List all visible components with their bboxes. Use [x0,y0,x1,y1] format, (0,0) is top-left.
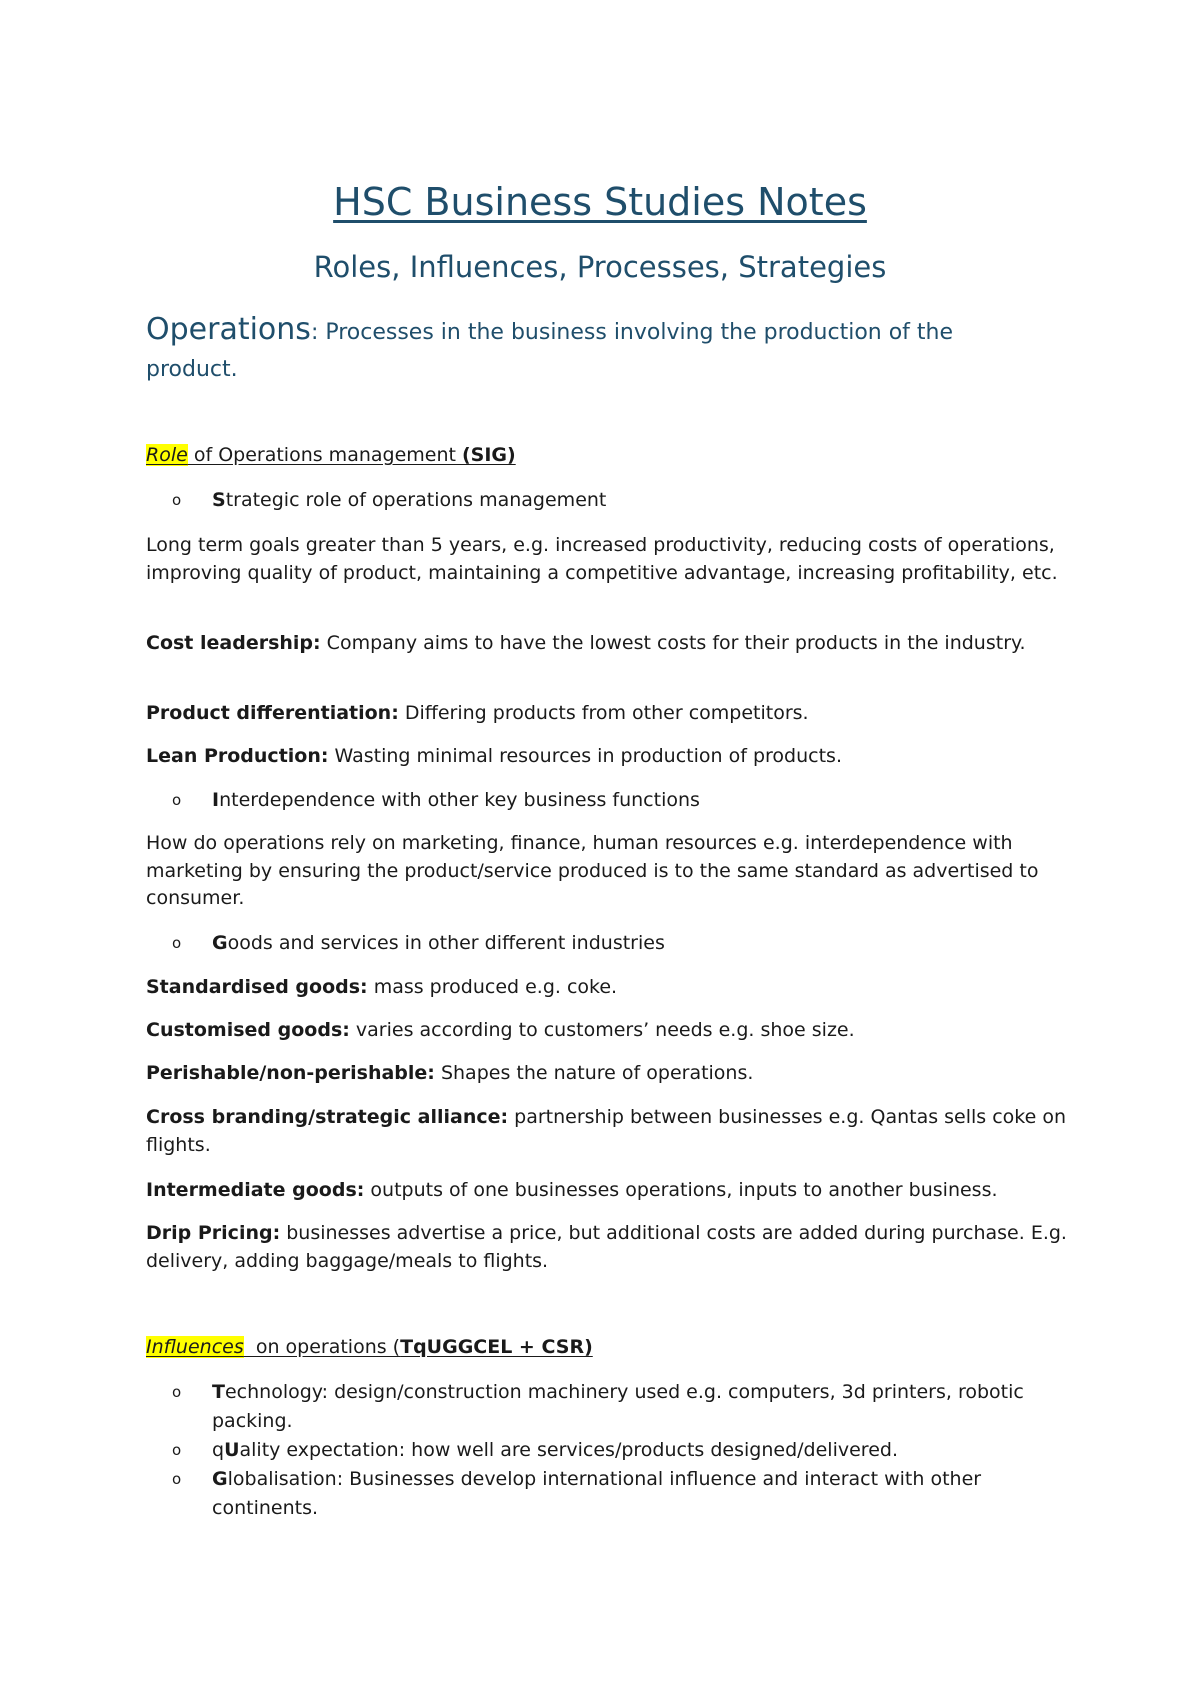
definition-drip-pricing [146,1220,1076,1275]
strategic-role-paragraph: Long term goals greater than 5 years, e.g. increased productivity, reducing costs of operations, improving quality of product, maintaining a competitive advantage, increasing profitability, etc. [146,534,1058,584]
bullet-initial: T [212,1381,225,1403]
operations-term: Operations [146,312,311,347]
definition-term: Cross branding/strategic alliance: [146,1106,509,1128]
operations-text: Processes in the business involving the production of the product. [146,320,954,382]
definition-customised-goods [146,1017,1076,1045]
definition-term: Drip Pricing: [146,1222,281,1244]
definition-intermediate-goods [146,1177,1076,1205]
operations-colon: : [310,320,319,345]
list-item-strategic-role [172,486,1052,515]
influences-heading-acronym: TqUGGCEL + CSR) [400,1336,593,1358]
bullet-initial: G [212,1468,228,1490]
list-item-globalisation [172,1465,1052,1523]
definition-cross-branding [146,1104,1076,1159]
bullet-marker: o [172,791,182,809]
page-subtitle: Roles, Influences, Processes, Strategies [313,250,887,284]
definition-term: Lean Production: [146,745,329,767]
bullet-text: nterdependence with other key business functions [219,789,700,811]
definition-text: outputs of one businesses operations, inputs to another business. [364,1179,998,1201]
bullet-initial: I [212,789,220,811]
bullet-initial: G [212,932,228,954]
bullet-text: trategic role of operations management [225,489,607,511]
bullet-text: lobalisation: Businesses develop international influence and interact with other continents. [212,1468,982,1519]
definition-lean-production [146,743,1076,771]
definition-term: Product differentiation: [146,702,399,724]
operations-definition [146,312,1046,389]
bullet-marker: o [172,934,182,952]
definition-term: Customised goods: [146,1019,350,1041]
definition-text: Shapes the nature of operations. [434,1062,754,1084]
bullet-text: oods and services in other different industries [227,932,665,954]
bullet-marker: o [172,1441,182,1459]
definition-cost-leadership [146,630,1076,658]
role-highlight: Role [146,444,188,466]
list-item-goods-services [172,929,1052,958]
page-title: HSC Business Studies Notes [333,180,867,224]
definition-term: Standardised goods: [146,976,368,998]
bullet-text: echnology: design/construction machinery used e.g. computers, 3d printers, robotic packing. [212,1381,1024,1432]
influences-heading-text: on operations ( [243,1336,401,1358]
bullet-marker: o [172,491,182,509]
definition-text: Differing products from other competitors. [398,702,809,724]
bullet-initial: S [212,489,226,511]
interdependence-paragraph: How do operations rely on marketing, finance, human resources e.g. interdependence with marketing by ensuring the product/service produced is to the same standard as advertised to consumer. [146,832,1039,909]
definition-text: Company aims to have the lowest costs for their products in the industry. [320,632,1026,654]
definition-term: Cost leadership: [146,632,321,654]
list-item-technology [172,1378,1052,1436]
definition-text: mass produced e.g. coke. [367,976,618,998]
role-heading-text: of Operations management [187,444,462,466]
list-item-interdependence [172,786,1052,815]
role-heading-acronym: (SIG) [462,444,516,466]
bullet-prefix: q [212,1439,225,1461]
definition-standardised-goods [146,974,1076,1002]
definition-text: varies according to customers’ needs e.g. shoe size. [349,1019,855,1041]
list-item-quality-expectation [172,1436,1052,1465]
role-section-heading [146,444,516,466]
influences-highlight: Influences [146,1336,244,1358]
influences-section-heading [146,1336,593,1358]
definition-term: Intermediate goods: [146,1179,365,1201]
definition-text: Wasting minimal resources in production of products. [328,745,842,767]
bullet-marker: o [172,1383,182,1401]
bullet-text: ality expectation: how well are services/products designed/delivered. [239,1439,898,1461]
definition-term: Perishable/non-perishable: [146,1062,435,1084]
bullet-initial: U [224,1439,240,1461]
definition-perishable [146,1060,1076,1088]
definition-product-differentiation [146,700,1076,728]
bullet-marker: o [172,1470,182,1488]
definition-text: businesses advertise a price, but additional costs are added during purchase. E.g. delivery, adding baggage/meals to flights. [146,1222,1067,1272]
definition-text: partnership between businesses e.g. Qantas sells coke on flights. [146,1106,1067,1156]
